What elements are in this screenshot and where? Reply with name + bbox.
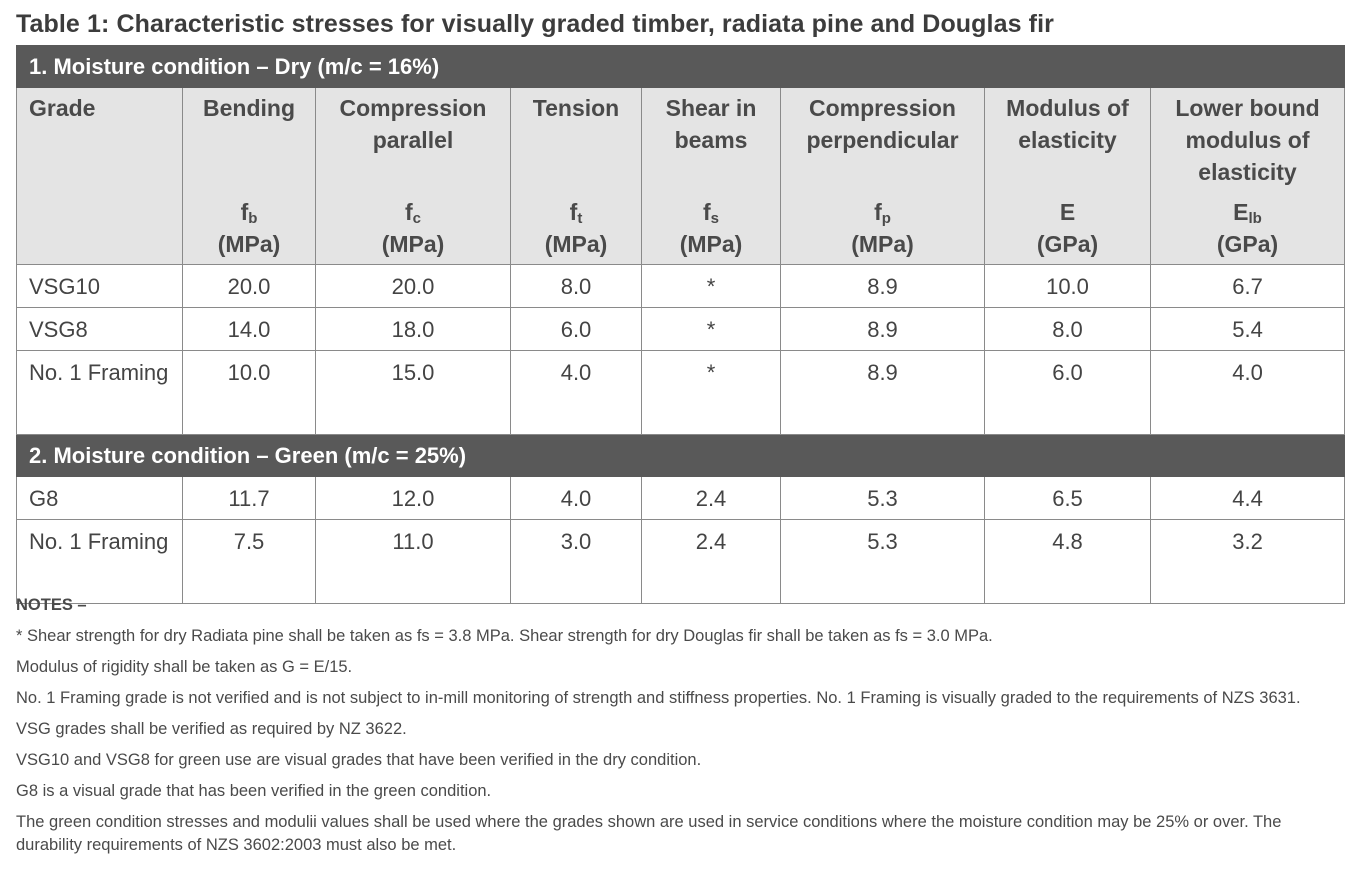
table-row (17, 477, 1345, 520)
note-item: VSG grades shall be verified as required by NZ 3622. (16, 720, 407, 738)
shear-cell: 2.4 (642, 477, 781, 520)
header-label: Compression perpendicular (806, 95, 959, 153)
stress-table (16, 45, 1345, 604)
shear-cell: * (642, 265, 781, 308)
header-label: Modulus of elasticity (1006, 95, 1129, 153)
header-label: Tension (532, 95, 620, 121)
compression-parallel-cell: 12.0 (316, 477, 511, 520)
header-grade (17, 88, 183, 265)
section-header-dry (17, 46, 1345, 88)
header-label: Compression parallel (339, 95, 487, 153)
lower-bound-modulus-cell: 5.4 (1151, 308, 1345, 351)
table-row (17, 351, 1345, 435)
note-item: Modulus of rigidity shall be taken as G = E/15. (16, 658, 353, 676)
tension-cell: 4.0 (511, 477, 642, 520)
notes-section (16, 594, 1351, 865)
bending-cell: 11.7 (183, 477, 316, 520)
header-tension (511, 88, 642, 265)
grade-cell: No. 1 Framing (17, 351, 183, 435)
compression-perpendicular-cell: 8.9 (781, 265, 985, 308)
lower-bound-modulus-cell: 4.0 (1151, 351, 1345, 435)
bending-cell: 14.0 (183, 308, 316, 351)
compression-perpendicular-cell: 5.3 (781, 477, 985, 520)
compression-perpendicular-cell: 8.9 (781, 351, 985, 435)
header-label: Bending (203, 95, 295, 121)
header-symbol: $f_t$ (MPa) (544, 199, 608, 257)
header-symbol: $f_c$ (MPa) (381, 199, 445, 257)
compression-parallel-cell: 20.0 (316, 265, 511, 308)
header-symbol: $E_{lb}$ (GPa) (1216, 199, 1279, 257)
bending-cell: 10.0 (183, 351, 316, 435)
notes-heading: NOTES – (16, 596, 87, 614)
note-item: No. 1 Framing grade is not verified and is not subject to in-mill monitoring of strength and stiffness properties. No. 1 Framing is visually graded to the requirements of NZS 3631. (16, 689, 1301, 707)
modulus-cell: 10.0 (985, 265, 1151, 308)
header-shear-in-beams (642, 88, 781, 265)
header-label: Lower bound modulus of elasticity (1175, 95, 1320, 185)
header-bending (183, 88, 316, 265)
column-header-row (17, 88, 1345, 265)
header-compression-perpendicular (781, 88, 985, 265)
grade-cell: VSG10 (17, 265, 183, 308)
header-symbol: E (GPa) (1036, 199, 1099, 257)
section-title: 2. Moisture condition – Green (m/c = 25%) (17, 435, 1345, 477)
modulus-cell: 6.0 (985, 351, 1151, 435)
section-title: 1. Moisture condition – Dry (m/c = 16%) (17, 46, 1345, 88)
lower-bound-modulus-cell: 6.7 (1151, 265, 1345, 308)
note-item: * Shear strength for dry Radiata pine shall be taken as fs = 3.8 MPa. Shear strength for dry Douglas fir shall be taken as fs = 3.0 MPa. (16, 627, 993, 645)
modulus-cell: 8.0 (985, 308, 1151, 351)
shear-cell: 2.4 (642, 520, 781, 604)
table-row (17, 520, 1345, 604)
modulus-cell: 4.8 (985, 520, 1151, 604)
header-lower-bound-modulus (1151, 88, 1345, 265)
header-symbol: $f_b$ (MPa) (217, 199, 281, 257)
grade-cell: No. 1 Framing (17, 520, 183, 604)
table-title: Table 1: Characteristic stresses for visually graded timber, radiata pine and Douglas fir (16, 10, 1054, 38)
header-symbol: $f_s$ (MPa) (679, 199, 743, 257)
modulus-cell: 6.5 (985, 477, 1151, 520)
compression-parallel-cell: 18.0 (316, 308, 511, 351)
header-compression-parallel (316, 88, 511, 265)
compression-parallel-cell: 15.0 (316, 351, 511, 435)
section-header-green (17, 435, 1345, 477)
grade-cell: VSG8 (17, 308, 183, 351)
shear-cell: * (642, 308, 781, 351)
bending-cell: 20.0 (183, 265, 316, 308)
header-symbol: $f_p$ (MPa) (851, 199, 914, 257)
note-item: G8 is a visual grade that has been verified in the green condition. (16, 782, 492, 800)
compression-parallel-cell: 11.0 (316, 520, 511, 604)
tension-cell: 8.0 (511, 265, 642, 308)
grade-cell: G8 (17, 477, 183, 520)
compression-perpendicular-cell: 5.3 (781, 520, 985, 604)
table-row (17, 265, 1345, 308)
bending-cell: 7.5 (183, 520, 316, 604)
header-modulus-of-elasticity (985, 88, 1151, 265)
tension-cell: 4.0 (511, 351, 642, 435)
compression-perpendicular-cell: 8.9 (781, 308, 985, 351)
header-label: Shear in beams (665, 95, 757, 153)
tension-cell: 3.0 (511, 520, 642, 604)
note-item: The green condition stresses and modulii values shall be used where the grades shown are used in service conditions where the moisture condition may be 25% or over. The durability requirements of NZS 3602:2003 must also be met. (16, 813, 1282, 854)
table-row (17, 308, 1345, 351)
note-item: VSG10 and VSG8 for green use are visual grades that have been verified in the dry condition. (16, 751, 702, 769)
lower-bound-modulus-cell: 4.4 (1151, 477, 1345, 520)
tension-cell: 6.0 (511, 308, 642, 351)
shear-cell: * (642, 351, 781, 435)
header-label: Grade (29, 95, 96, 121)
lower-bound-modulus-cell: 3.2 (1151, 520, 1345, 604)
